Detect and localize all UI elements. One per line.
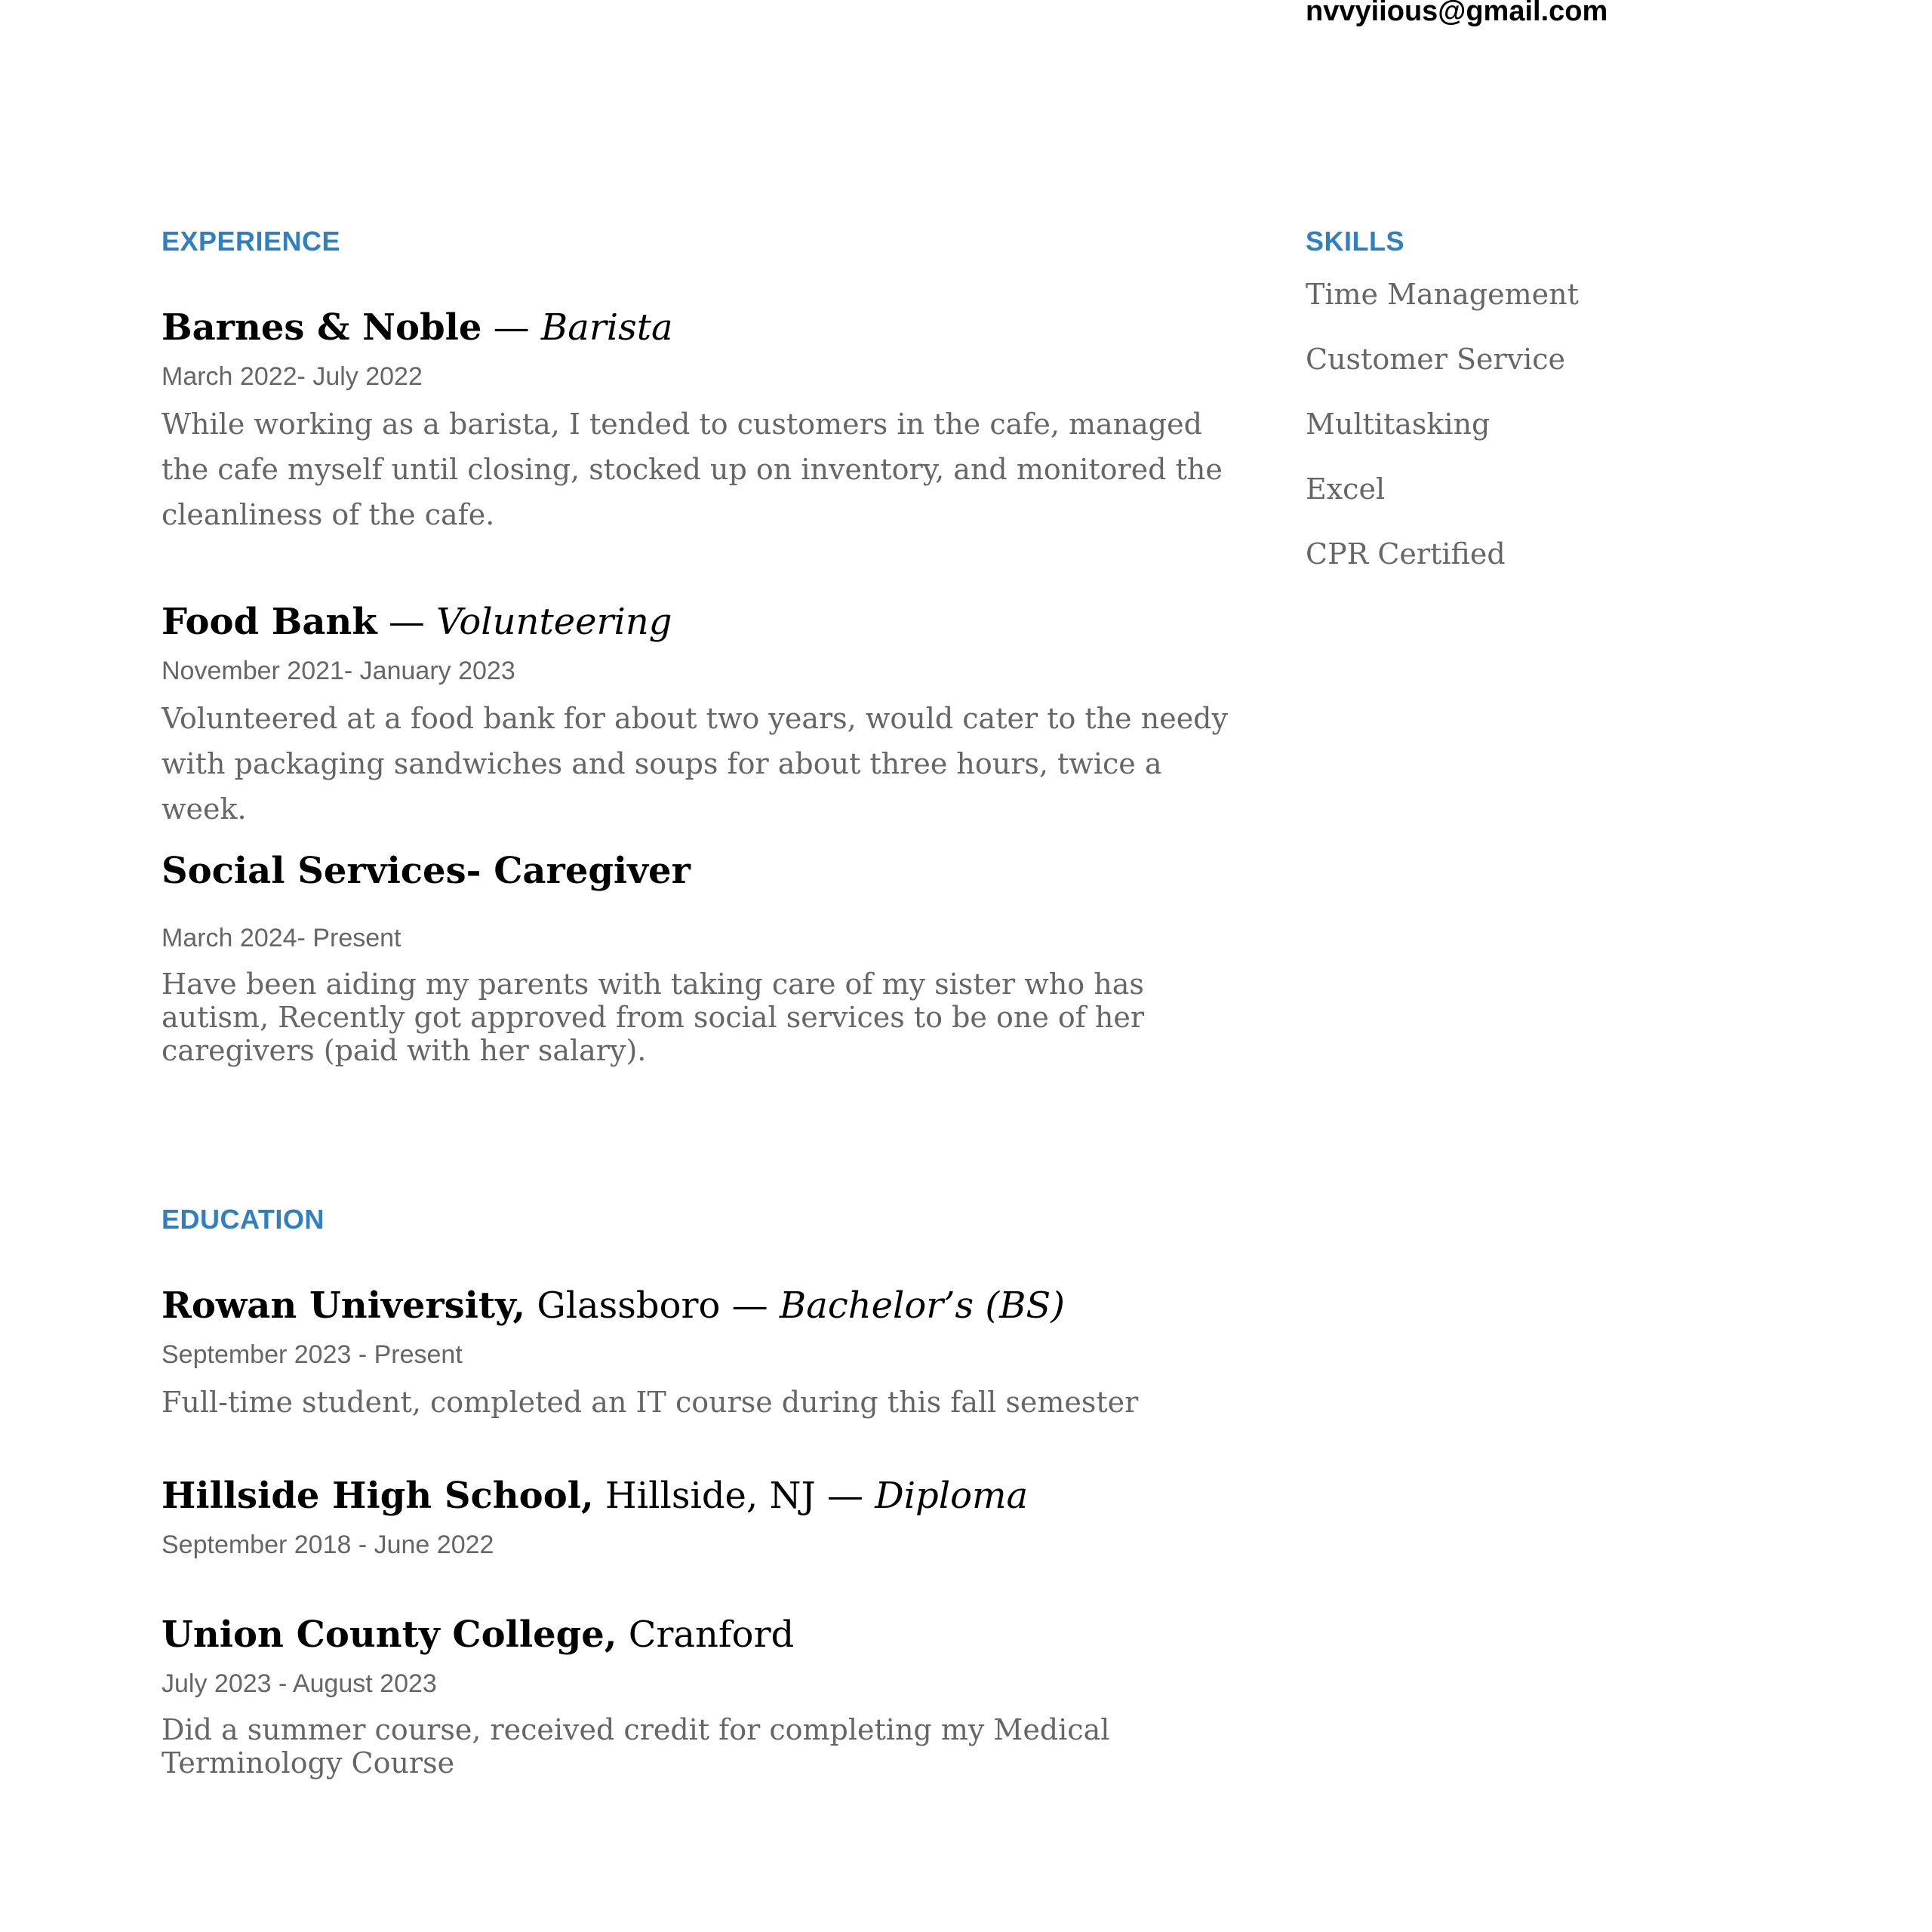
experience-role: Volunteering	[436, 601, 672, 643]
experience-heading: EXPERIENCE	[162, 226, 341, 257]
title-separator: —	[377, 601, 437, 643]
title-separator: —	[481, 306, 541, 349]
experience-role: Barista	[540, 306, 673, 349]
experience-description: Have been aiding my parents with taking care of my sister who has autism, Recently got approved from social services to be one of her caregivers (paid with her salary).	[162, 968, 1145, 1068]
skill-item: Multitasking	[1306, 408, 1491, 441]
experience-org: Social Services- Caregiver	[162, 850, 691, 892]
title-separator: —	[720, 1284, 780, 1327]
skill-item: CPR Certified	[1306, 537, 1506, 571]
experience-entry-social-services	[162, 851, 1203, 1067]
education-date: September 2018 - June 2022	[162, 1530, 494, 1559]
experience-org: Food Bank	[162, 601, 377, 643]
education-org: Union County College,	[162, 1614, 617, 1656]
education-entry-title	[162, 1286, 1233, 1326]
education-date: September 2023 - Present	[162, 1340, 463, 1369]
education-entry-title	[162, 1476, 1233, 1516]
education-degree: Bachelor’s (BS)	[779, 1284, 1065, 1327]
education-entry-rowan	[162, 1286, 1233, 1425]
experience-org: Barnes & Noble	[162, 306, 482, 349]
education-heading: EDUCATION	[162, 1204, 325, 1235]
skill-item: Excel	[1306, 472, 1386, 506]
experience-entry-food-bank	[162, 602, 1233, 832]
experience-date: March 2024- Present	[162, 923, 401, 952]
experience-entry-title	[162, 851, 1203, 891]
education-place: Cranford	[617, 1614, 795, 1656]
experience-entry-title	[162, 602, 1233, 642]
education-description: Full-time student, completed an IT course during this fall semester	[162, 1386, 1139, 1420]
education-entry-union-county	[162, 1615, 1203, 1780]
education-degree: Diploma	[875, 1475, 1029, 1517]
education-org: Hillside High School,	[162, 1475, 594, 1517]
education-description: Did a summer course, received credit for completing my Medical Terminology Course	[162, 1713, 1110, 1780]
skill-item: Time Management	[1306, 278, 1579, 311]
contact-email[interactable]: nvvyiious@gmail.com	[1306, 0, 1608, 27]
education-place: Hillside, NJ	[593, 1475, 816, 1517]
experience-date: March 2022- July 2022	[162, 361, 423, 391]
experience-description: Volunteered at a food bank for about two years, would cater to the needy with packaging sandwiches and soups for about three hours, twice a week.	[162, 702, 1228, 826]
experience-entry-title	[162, 308, 1233, 348]
experience-date: November 2021- January 2023	[162, 656, 515, 685]
education-place: Glassboro	[525, 1284, 721, 1327]
education-entry-title	[162, 1615, 1203, 1655]
experience-entry-barnes-noble	[162, 308, 1233, 537]
skills-list	[1306, 272, 1579, 596]
education-entry-hillside	[162, 1476, 1233, 1559]
skill-item: Customer Service	[1306, 343, 1566, 376]
education-date: July 2023 - August 2023	[162, 1669, 437, 1698]
title-separator: —	[815, 1475, 875, 1517]
education-org: Rowan University,	[162, 1284, 526, 1327]
skills-heading: SKILLS	[1306, 226, 1405, 257]
experience-description: While working as a barista, I tended to customers in the cafe, managed the cafe myself until closing, stocked up on inventory, and monitored the cleanliness of the cafe.	[162, 408, 1223, 532]
